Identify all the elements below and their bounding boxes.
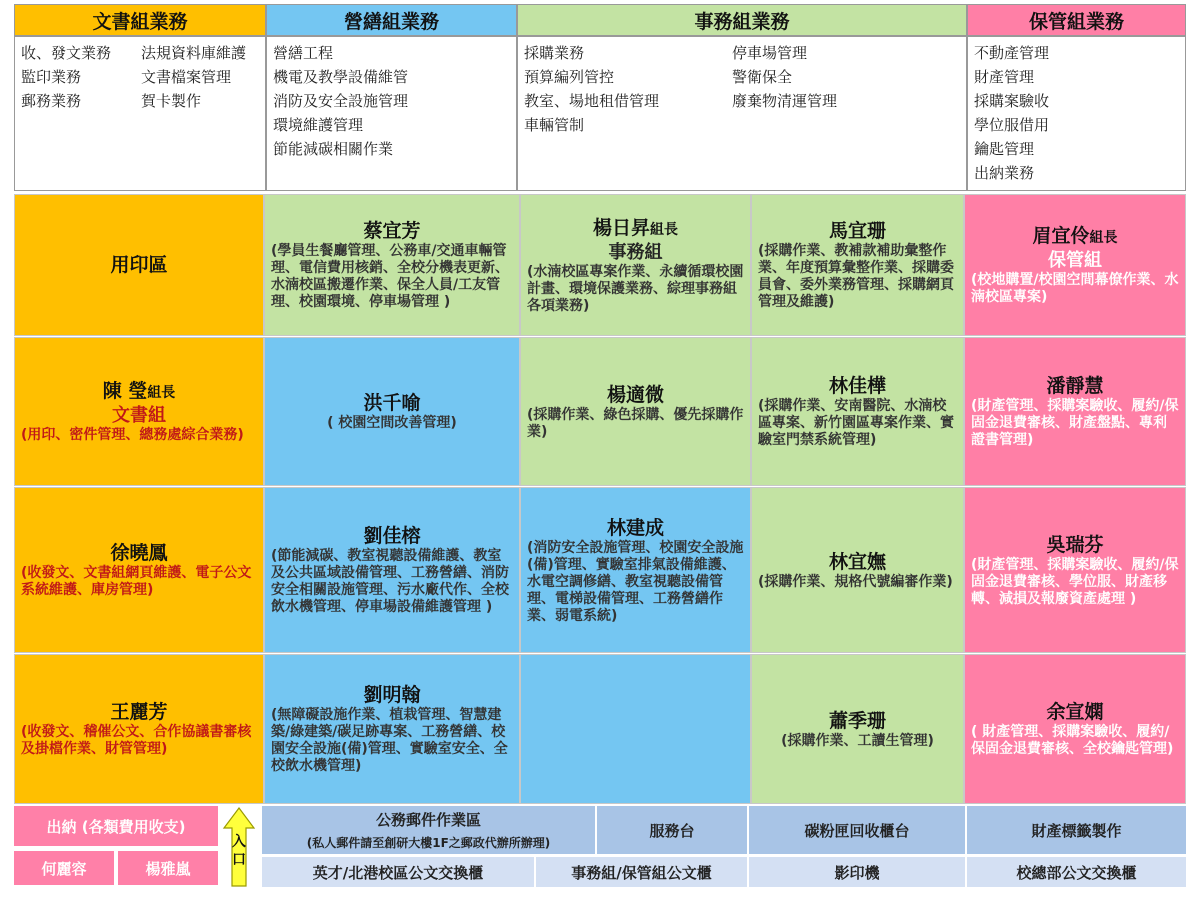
duty-item: 採購案驗收 [974,92,1050,110]
duty-item: 法規資料庫維護 [141,44,247,62]
staff-desc: (收發文、稽催公文、合作協議書審核及掛檔作業、財管管理) [21,724,252,757]
staff-card-liumh [264,654,520,804]
duty-item: 教室、場地租借管理 [524,92,660,110]
header-baoguan: 保管組業務 [967,4,1186,36]
duty-item: 消防及安全設施管理 [273,92,409,110]
staff-desc: (採購作業、工讀生管理) [781,732,934,749]
staff-card-xiao [751,654,964,804]
staff-card-yangsw [520,337,751,486]
staff-name: 林建成 [606,516,664,539]
staff-desc: (水湳校區專案作業、永續循環校園計畫、環境保護業務、綜理事務組各項業務) [527,263,744,314]
staff-desc: (採購作業、教補款補助彙整作業、年度預算彙整作業、採購委員會、委外業務管理、採購網頁管理及維護) [758,243,954,310]
shiwu-document-cabinet: 事務組/保管組公文櫃 [536,857,747,887]
header-shiwu: 事務組業務 [517,4,967,36]
duty-item: 廢棄物清運管理 [732,92,838,110]
duty-item: 學位服借用 [974,116,1050,134]
duties-wenshu [14,36,266,191]
staff-desc: (採購作業、規格代號編審作業) [758,573,953,590]
staff-dept: 事務組 [608,241,663,263]
duty-item: 營繕工程 [273,44,334,62]
duties-shiwu-col1 [524,41,659,137]
staff-card-ma [751,194,964,336]
staff-desc: (用印、密件管理、總務處綜合業務) [21,427,244,443]
duty-item: 收、發文業務 [21,44,112,62]
staff-card-yu [964,654,1186,804]
staff-card-chen [14,337,264,486]
copier: 影印機 [749,857,965,887]
staff-name: 林佳樺 [828,375,886,397]
duty-item: 停車場管理 [732,44,808,62]
staff-name: 馬宜珊 [828,220,886,242]
staff-card-linjc [520,487,751,653]
staff-desc: (財產管理、採購案驗收、履約/保固金退費審核、財產盤點、專利證書管理) [971,398,1179,448]
staff-dept: 保管組 [1048,250,1102,271]
yongyin-label: 用印區 [110,254,168,276]
staff-dept: 文書組 [112,405,166,426]
staff-desc: ( 校園空間改善管理) [327,415,457,431]
staff-name: 潘靜慧 [1046,375,1104,397]
cashier-staff-he: 何麗容 [14,851,114,885]
mail-area [262,806,595,854]
staff-name: 吳瑞芬 [1046,533,1104,556]
service-desk: 服務台 [597,806,747,854]
duty-item: 財產管理 [974,68,1035,86]
mail-area-note: (私人郵件請至創研大樓1F之郵政代辦所辦理) [306,836,551,850]
duties-shiwu [517,36,967,191]
staff-name: 眉宜伶組長 [1032,225,1118,247]
staff-name: 楊日昇組長 [592,216,678,239]
duty-item: 不動產管理 [974,44,1050,62]
staff-card-cai [264,194,520,336]
staff-name: 林宜嫵 [828,550,886,573]
duties-wenshu-col1 [21,41,111,113]
staff-card-linyy [751,487,964,653]
header-yingshan: 營繕組業務 [266,4,517,36]
staff-name: 洪千喻 [363,392,421,414]
staff-card-wang [14,654,264,804]
staff-desc: (採購作業、安南醫院、水湳校區專案、新竹園區專案作業、實驗室門禁系統管理) [758,398,954,448]
duty-item: 出納業務 [974,164,1035,182]
campus-document-cabinet: 校總部公文交換櫃 [967,857,1186,887]
beigang-document-cabinet: 英才/北港校區公文交換櫃 [262,857,534,887]
duties-wenshu-col2 [141,41,246,113]
staff-name: 劉明翰 [363,684,421,706]
staff-desc: ( 財產管理、採購案驗收、履約/保固金退費審核、全校鑰匙管理) [971,724,1174,757]
staff-desc: (節能減碳、教室視聽設備維護、教室及公共區域設備管理、工務營繕、消防安全相關設施管理、污水廠代作、全校飲水機管理、停車場設備維護管理 ) [271,548,509,615]
staff-name: 楊適微 [606,383,664,406]
staff-name: 劉佳榕 [363,525,421,547]
staff-desc: (無障礙設施作業、植栽管理、智慧建築/綠建築/碳足跡專案、工務營繕、校園安全設施(備)管理、實驗室安全、全校飲水機管理) [271,707,508,774]
duty-item: 機電及教學設備維管 [273,68,409,86]
staff-name: 余宣嫻 [1046,701,1104,723]
duty-item: 環境維護管理 [273,116,364,134]
staff-card-linjh [751,337,964,486]
duties-yingshan [266,36,517,191]
staff-card-liujr [264,487,520,653]
staff-desc: (財產管理、採購案驗收、履約/保固金退費審核、學位服、財產移轉、減損及報廢資產處理 ) [971,556,1179,607]
staff-name: 蕭季珊 [828,709,886,732]
staff-card-pan [964,337,1186,486]
cashier-staff-yang: 楊雅嵐 [118,851,218,885]
duty-item: 郵務業務 [21,92,82,110]
mail-area-title: 公務郵件作業區 [375,811,481,829]
staff-desc: (學員生餐廳管理、公務車/交通車輛管理、電信費用核銷、全校分機表更新、水湳校區搬遷作業、保全人員/工友管理、校園環境、停車場管理 ) [271,243,509,310]
duty-item: 文書檔案管理 [141,68,232,86]
duty-item: 鑰匙管理 [974,140,1035,158]
duties-shiwu-col2 [732,41,837,113]
cashier-counter: 出納 (各類費用收支) [14,806,218,846]
duties-baoguan [967,36,1186,191]
duty-item: 採購業務 [524,44,585,62]
toner-recycling-counter: 碳粉匣回收櫃台 [749,806,965,854]
staff-desc: (校地購置/校園空間幕僚作業、水湳校區專案) [971,272,1179,305]
yongyin-area [14,194,264,336]
duty-item: 監印業務 [21,68,82,86]
header-wenshu: 文書組業務 [14,4,266,36]
duty-item: 車輛管制 [524,116,585,134]
entrance-label: 入口 [232,834,246,868]
duty-item: 預算編列管控 [524,68,615,86]
staff-desc: (採購作業、綠色採購、優先採購作業) [527,406,744,440]
staff-desc: (收發文、文書組網頁維護、電子公文系統維護、庫房管理) [21,565,252,598]
staff-card-xu [14,487,264,653]
staff-card-hong [264,337,520,486]
staff-card-yang [520,194,751,336]
staff-name: 陳 瑩組長 [102,380,176,402]
staff-name: 蔡宜芳 [363,220,421,242]
duty-item: 警衛保全 [732,68,793,86]
staff-name: 徐曉鳳 [110,542,168,564]
staff-name: 王麗芳 [110,701,168,723]
staff-card-mei [964,194,1186,336]
duty-item: 節能減碳相關作業 [273,140,394,158]
staff-desc: (消防安全設施管理、校園安全設施(備)管理、實驗室排氣設備維護、水電空調修繕、教室視聽設備管理、電梯設備管理、工務營繕作業、弱電系統) [527,539,744,624]
property-label-station: 財產標籤製作 [967,806,1186,854]
staff-card-wu [964,487,1186,653]
duty-item: 賀卡製作 [141,92,202,110]
empty-cell [520,654,751,804]
